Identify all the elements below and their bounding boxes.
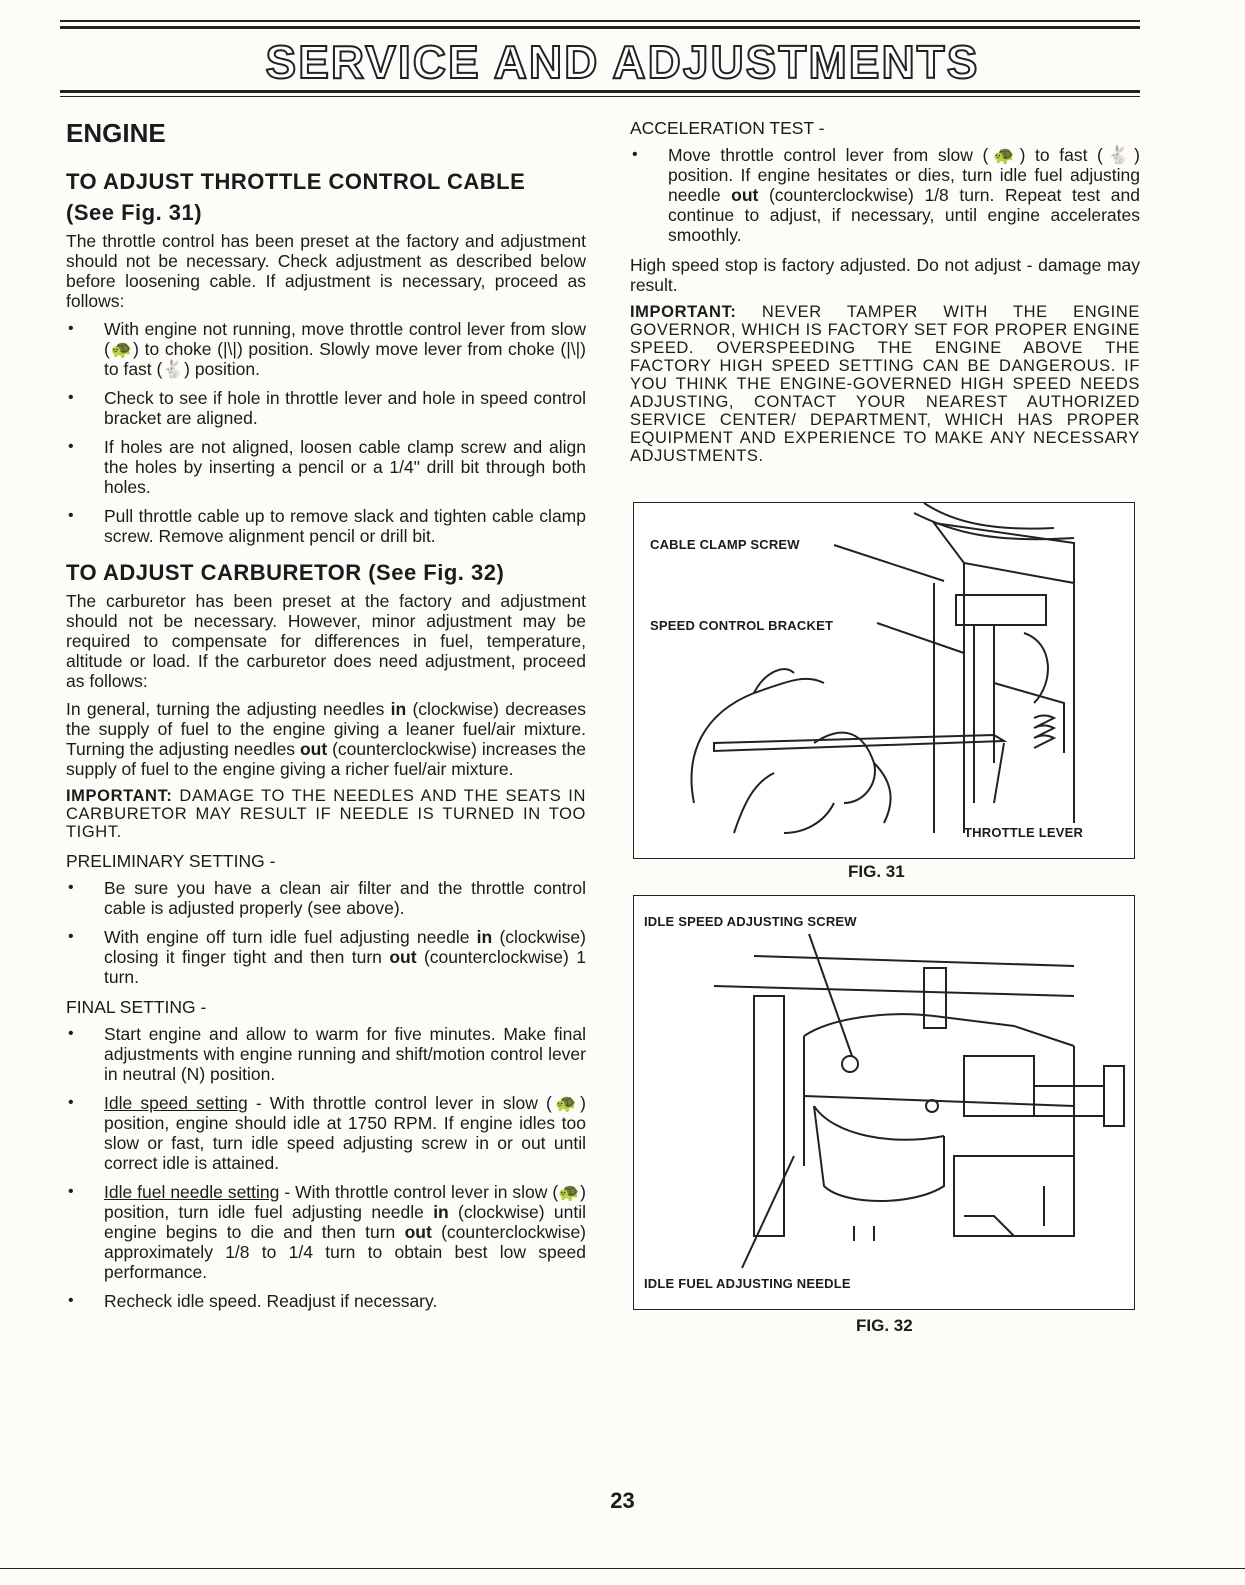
list-item: • Pull throttle cable up to remove slack and tighten cable clamp screw. Remove alignment pencil or drill bit. <box>68 506 586 546</box>
label-idle-fuel-adjusting-needle: IDLE FUEL ADJUSTING NEEDLE <box>644 1276 851 1291</box>
label-idle-speed-adjusting-screw: IDLE SPEED ADJUSTING SCREW <box>644 914 857 929</box>
throttle-heading: TO ADJUST THROTTLE CONTROL CABLE <box>66 169 526 194</box>
figure-31-caption: FIG. 31 <box>848 862 905 881</box>
list-item: • Be sure you have a clean air filter and the throttle control cable is adjusted properly (see above). <box>68 878 586 918</box>
header-rule-top-thick <box>60 26 1140 29</box>
figure-32 <box>633 895 1135 1310</box>
bullet-icon: • <box>68 507 74 524</box>
throttle-steps <box>66 319 586 546</box>
preliminary-steps <box>66 878 586 987</box>
preliminary-heading: PRELIMINARY SETTING - <box>66 851 276 871</box>
bullet-icon: • <box>68 1025 74 1042</box>
list-item: • With engine not running, move throttle control lever from slow (🐢) to choke (|\|) position. Slowly move lever from choke (|\|) to fast (🐇) position. <box>68 319 586 379</box>
label-throttle-lever: THROTTLE LEVER <box>964 825 1084 840</box>
figure-32-caption: FIG. 32 <box>856 1316 913 1335</box>
list-item: • Start engine and allow to warm for five minutes. Make final adjustments with engine running and shift/motion control lever in neutral (N) position. <box>68 1024 586 1084</box>
acceleration-heading: ACCELERATION TEST - <box>630 118 825 138</box>
list-item: • Move throttle control lever from slow (🐢) to fast (🐇) position. If engine hesitates or dies, turn idle fuel adjusting needle out (counterclockwise) 1/8 turn. Repeat test and continue to adjust, if necessary, until engine accelerates smoothly. <box>632 145 1140 245</box>
right-column <box>630 118 1140 475</box>
carburetor-important: IMPORTANT: DAMAGE TO THE NEEDLES AND THE SEATS IN CARBURETOR MAY RESULT IF NEEDLE IS TURNED IN TOO TIGHT. <box>66 787 586 841</box>
left-column <box>66 118 586 1321</box>
acceleration-steps <box>630 145 1140 245</box>
bullet-icon: • <box>68 438 74 455</box>
bullet-icon: • <box>68 928 74 945</box>
bullet-icon: • <box>68 879 74 896</box>
bullet-icon: • <box>68 1094 74 1111</box>
header-rule-bottom <box>60 90 1140 93</box>
page-number: 23 <box>610 1488 635 1513</box>
bullet-icon: • <box>68 1183 74 1200</box>
carburetor-illustration <box>634 896 1134 1309</box>
bullet-icon: • <box>632 146 638 163</box>
label-cable-clamp-screw: CABLE CLAMP SCREW <box>650 537 800 552</box>
header-rule-bottom-thin <box>60 96 1140 97</box>
list-item: • If holes are not aligned, loosen cable clamp screw and align the holes by inserting a pencil or a 1/4" drill bit through both holes. <box>68 437 586 497</box>
footer-rule <box>0 1568 1245 1569</box>
bullet-icon: • <box>68 320 74 337</box>
high-speed-note: High speed stop is factory adjusted. Do not adjust - damage may result. <box>630 255 1140 295</box>
governor-important: IMPORTANT: NEVER TAMPER WITH THE ENGINE GOVERNOR, WHICH IS FACTORY SET FOR PROPER ENGINE SPEED. OVERSPEEDING THE ENGINE ABOVE THE FACTORY HIGH SPEED SETTING CAN BE DANGEROUS. IF YOU THINK THE ENGINE-GOVERNED HIGH SPEED NEEDS ADJUSTING, CONTACT YOUR NEAREST AUTHORIZED SERVICE CENTER/ DEPARTMENT, WHICH HAS PROPER EQUIPMENT AND EXPERIENCE TO MAKE ANY NECESSARY ADJUSTMENTS. <box>630 303 1140 465</box>
bullet-icon: • <box>68 389 74 406</box>
carburetor-general: In general, turning the adjusting needles in (clockwise) decreases the supply of fuel to the engine giving a leaner fuel/air mixture. Turning the adjusting needles out (counterclockwise) increases the supply of fuel to the engine giving a richer fuel/air mixture. <box>66 699 586 779</box>
list-item: • Recheck idle speed. Readjust if necessary. <box>68 1291 438 1311</box>
carburetor-heading: TO ADJUST CARBURETOR (See Fig. 32) <box>66 560 505 585</box>
final-steps <box>66 1024 586 1311</box>
figure-31 <box>633 502 1135 859</box>
page-title: SERVICE AND ADJUSTMENTS <box>265 36 980 88</box>
header-rule-top <box>60 20 1140 22</box>
carburetor-intro: The carburetor has been preset at the factory and adjustment should not be necessary. However, minor adjustment may be required to compensate for differences in fuel, temperature, altitude or load. If the carburetor does need adjustment, proceed as follows: <box>66 591 586 691</box>
engine-heading: ENGINE <box>66 118 166 148</box>
throttle-cable-illustration <box>634 503 1134 858</box>
list-item: • Idle fuel needle setting - With throttle control lever in slow (🐢) position, turn idle fuel adjusting needle in (clockwise) until engine begins to die and then turn out (counterclockwise) approximately 1/8 to 1/4 turn to obtain best low speed performance. <box>68 1182 586 1282</box>
list-item: • With engine off turn idle fuel adjusting needle in (clockwise) closing it finger tight and then turn out (counterclockwise) 1 turn. <box>68 927 586 987</box>
list-item: • Check to see if hole in throttle lever and hole in speed control bracket are aligned. <box>68 388 586 428</box>
final-heading: FINAL SETTING - <box>66 997 207 1017</box>
bullet-icon: • <box>68 1292 74 1309</box>
label-speed-control-bracket: SPEED CONTROL BRACKET <box>650 618 834 633</box>
throttle-intro: The throttle control has been preset at the factory and adjustment should not be necessary. Check adjustment as described below before loosening cable. If adjustment is necessary, proceed as follows: <box>66 231 586 311</box>
throttle-subheading: (See Fig. 31) <box>66 200 203 225</box>
list-item: • Idle speed setting - With throttle control lever in slow (🐢) position, engine should idle at 1750 RPM. If engine idles too slow or fast, turn idle speed adjusting screw in or out until correct idle is attained. <box>68 1093 586 1173</box>
